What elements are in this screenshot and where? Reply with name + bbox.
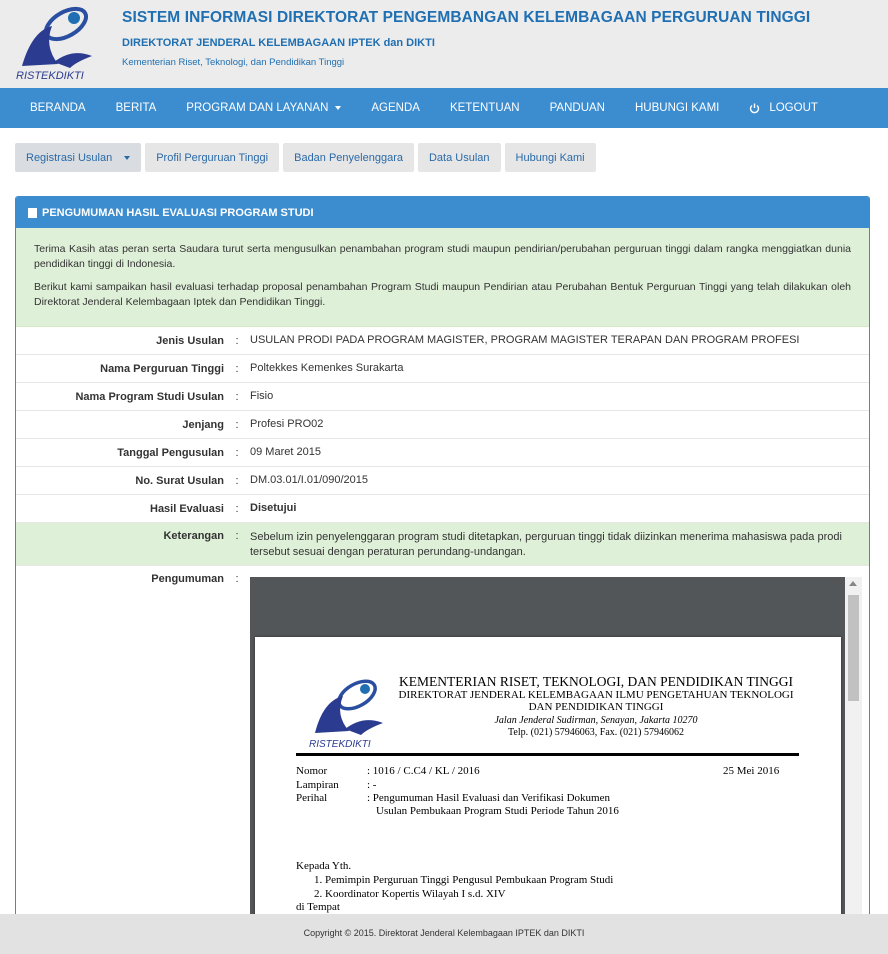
row-separator: : [235,446,239,459]
intro-alert [16,228,869,327]
copyright-text: Copyright © 2015. Direktorat Jenderal Kelembagaan IPTEK dan DIKTI [303,928,585,938]
tab-data-usulan[interactable] [418,143,501,172]
detail-row-jenis-usulan [16,327,869,355]
panel-title: PENGUMUMAN HASIL EVALUASI PROGRAM STUDI [42,206,314,219]
tab-badan-penyelenggara[interactable] [283,143,414,172]
pdf-nomor-label: Nomor [296,765,328,777]
tab-hubungi-kami[interactable] [505,143,596,172]
row-separator: : [235,418,239,431]
caret-down-icon [124,156,130,160]
row-value: USULAN PRODI PADA PROGRAM MAGISTER, PROGRAM MAGISTER TERAPAN DAN PROGRAM PROFESI [250,334,800,346]
row-value: Profesi PRO02 [250,418,324,430]
nav-label: PROGRAM DAN LAYANAN [186,102,329,114]
main-navbar [0,88,888,128]
row-value: Disetujui [250,502,297,514]
detail-row-tanggal-pengusulan [16,439,869,467]
detail-row-hasil-evaluasi [16,495,869,523]
pdf-perihal-label: Perihal [296,792,328,804]
pdf-page [255,637,841,936]
pdf-ministry-title: KEMENTERIAN RISET, TEKNOLOGI, DAN PENDIDIKAN TINGGI [398,674,794,689]
pdf-directorate [391,689,801,713]
detail-row-jenjang [16,411,869,439]
row-separator: : [235,334,239,347]
pdf-recipient-2: 2. Koordinator Kopertis Wilayah I s.d. XIV [314,888,506,900]
nav-label: PANDUAN [549,102,605,114]
tab-label: Badan Penyelenggara [294,151,403,164]
tab-registrasi-usulan[interactable] [15,143,141,172]
row-value: DM.03.01/I.01/090/2015 [250,474,369,486]
row-label: Pengumuman [151,573,224,585]
power-icon [749,103,760,114]
pdf-tempat: di Tempat [296,901,340,913]
nav-label: BERITA [115,102,157,114]
nav-berita[interactable] [101,88,172,128]
row-separator: : [235,573,239,585]
detail-row-keterangan [16,523,869,566]
scroll-up-arrow-icon[interactable] [849,581,857,586]
site-subtitle-ministry: Kementerian Riset, Teknologi, dan Pendidikan Tinggi [122,57,345,68]
nav-label: LOGOUT [769,102,818,114]
tab-label: Hubungi Kami [515,151,585,164]
pdf-divider [296,753,799,756]
pdf-lampiran-label: Lampiran [296,779,339,791]
pdf-recipient-1: 1. Pemimpin Perguruan Tinggi Pengusul Pembukaan Program Studi [314,874,614,886]
tab-label: Data Usulan [428,151,490,164]
sub-tabs [15,143,596,172]
nav-ketentuan[interactable] [435,88,535,128]
row-label: Tanggal Pengusulan [117,446,224,459]
pdf-directorate-line2: DAN PENDIDIKAN TINGGI [528,701,664,713]
tab-label: Profil Perguruan Tinggi [156,151,269,164]
nav-label: KETENTUAN [449,102,520,114]
ristekdikti-logo[interactable] [14,6,96,82]
pdf-kepada: Kepada Yth. [296,860,352,872]
logo-text: RISTEKDIKTI [16,70,84,82]
site-footer [0,914,888,954]
document-icon [28,208,37,218]
pdf-lampiran-value: : - [367,779,377,791]
site-header [0,0,888,88]
nav-agenda[interactable] [356,88,435,128]
nav-hubungi-kami[interactable] [620,88,734,128]
scrollbar-thumb[interactable] [848,595,859,701]
detail-row-nama-perguruan-tinggi [16,355,869,383]
tab-label: Registrasi Usulan [26,151,113,164]
row-separator: : [235,502,239,515]
pdf-viewer[interactable] [250,577,862,936]
evaluation-panel [15,196,870,936]
nav-label: HUBUNGI KAMI [635,102,720,114]
pdf-directorate-line1: DIREKTORAT JENDERAL KELEMBAGAAN ILMU PENGETAHUAN TEKNOLOGI [398,689,794,701]
pdf-address [391,715,801,739]
row-label: Jenjang [182,418,224,431]
nav-panduan[interactable] [535,88,620,128]
site-title: SISTEM INFORMASI DIREKTORAT PENGEMBANGAN KELEMBAGAAN PERGURUAN TINGGI [122,9,811,26]
panel-heading [16,197,869,228]
row-separator: : [235,390,239,403]
row-label: Nama Program Studi Usulan [75,390,224,403]
nav-beranda[interactable] [15,88,101,128]
row-value: Sebelum izin penyelenggaran program studi ditetapkan, perguruan tinggi tidak diizinkan menerima mahasiswa pada prodi tersebut sesuai dengan peraturan perundang-undangan. [250,531,842,558]
pdf-phone-line: Telp. (021) 57946063, Fax. (021) 57946062 [508,727,684,738]
pdf-nomor-value: : 1016 / C.C4 / KL / 2016 [367,765,480,777]
row-label: Keterangan [163,530,224,542]
pdf-address-line: Jalan Jenderal Sudirman, Senayan, Jakarta 10270 [494,715,698,726]
intro-paragraph-1: Terima Kasih atas peran serta Saudara turut serta mengusulkan penambahan program studi maupun pendirian/perubahan perguruan tinggi dalam rangka menggiatkan dunia pendidikan tinggi di Indonesia. [34,243,851,270]
row-label: No. Surat Usulan [135,474,224,487]
detail-row-nama-program-studi [16,383,869,411]
nav-program-dan-layanan[interactable] [171,88,356,128]
detail-row-no-surat-usulan [16,467,869,495]
row-value: Poltekkes Kemenkes Surakarta [250,362,404,374]
nav-label: BERANDA [30,102,86,114]
row-value: Fisio [250,390,274,402]
row-label: Nama Perguruan Tinggi [100,362,224,375]
row-value: 09 Maret 2015 [250,446,321,458]
nav-logout[interactable] [734,88,833,128]
intro-paragraph-2: Berikut kami sampaikan hasil evaluasi terhadap proposal penambahan Program Studi maupun Pendirian atau Perubahan Bentuk Perguruan Tinggi yang telah dilakukan oleh Direktorat Jenderal Kelembagaan Iptek dan Pendidikan Tinggi. [34,281,851,308]
pdf-scrollbar[interactable] [845,577,862,936]
pdf-logo [307,675,387,749]
pdf-logo-text: RISTEKDIKTI [309,739,371,749]
row-label: Hasil Evaluasi [150,502,224,515]
tab-profil-perguruan-tinggi[interactable] [145,143,279,172]
pdf-perihal-value-1: : Pengumuman Hasil Evaluasi dan Verifikasi Dokumen [367,792,610,804]
row-separator: : [235,474,239,487]
site-subtitle: DIREKTORAT JENDERAL KELEMBAGAAN IPTEK dan DIKTI [122,37,435,49]
row-separator: : [235,362,239,375]
nav-label: AGENDA [371,102,420,114]
row-separator: : [235,530,239,542]
caret-down-icon [335,106,341,110]
row-label: Jenis Usulan [156,334,224,347]
pdf-date: 25 Mei 2016 [723,765,780,777]
pdf-perihal-value-2: Usulan Pembukaan Program Studi Periode Tahun 2016 [376,805,619,817]
